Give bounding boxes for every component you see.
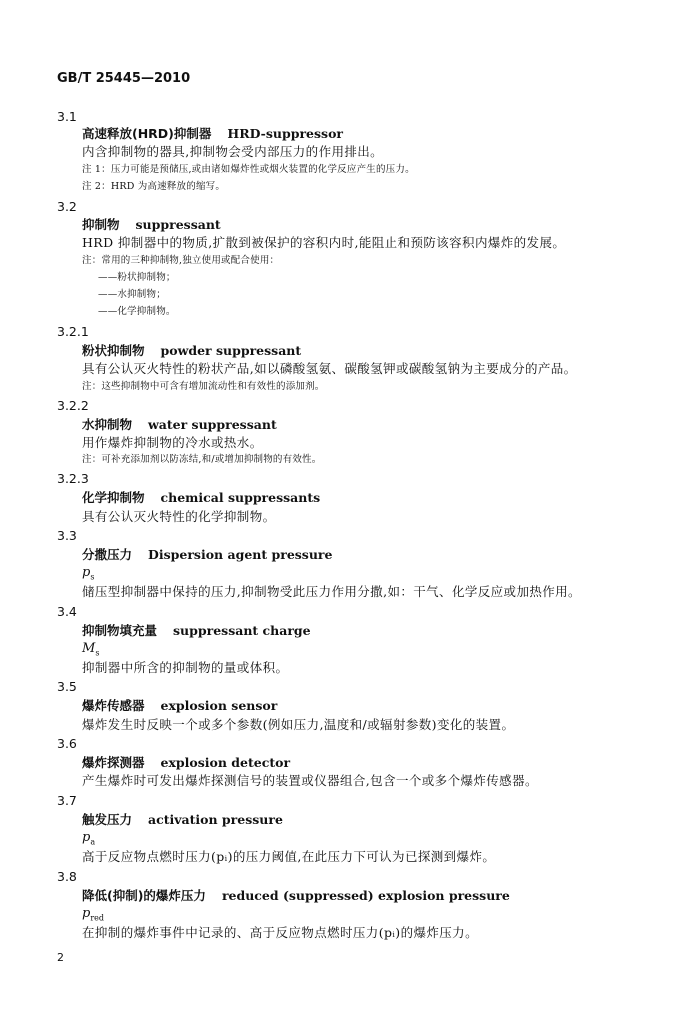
term-heading xyxy=(82,127,343,141)
symbol-subscript: s xyxy=(90,572,95,582)
term-heading xyxy=(82,418,277,432)
clause-number: 3.4 xyxy=(57,604,77,619)
symbol-base: M xyxy=(82,641,96,656)
note-list-item: ——化学抑制物。 xyxy=(98,306,176,317)
term-english: Dispersion agent pressure xyxy=(148,547,333,562)
term-english: chemical suppressants xyxy=(160,490,321,505)
term-symbol xyxy=(82,907,104,923)
standard-code-header: GB/T 25445—2010 xyxy=(57,71,191,86)
term-definition: 爆炸发生时反映一个或多个参数(例如压力,温度和/或辐射参数)变化的装置。 xyxy=(82,717,515,732)
clause-number: 3.6 xyxy=(57,736,77,751)
symbol-base: p xyxy=(82,565,91,580)
term-symbol xyxy=(82,831,95,847)
clause-number: 3.3 xyxy=(57,528,77,543)
term-definition: 抑制器中所含的抑制物的量或体积。 xyxy=(82,660,289,675)
term-english: powder suppressant xyxy=(160,343,302,358)
page-number: 2 xyxy=(57,951,64,964)
term-english: reduced (suppressed) explosion pressure xyxy=(221,888,510,903)
term-symbol xyxy=(82,566,94,582)
term-heading xyxy=(82,889,510,903)
term-heading xyxy=(82,624,311,638)
term-note: 注 1：压力可能是预储压,或由诸如爆炸性或烟火装置的化学反应产生的压力。 xyxy=(82,164,415,175)
term-english: suppressant charge xyxy=(173,623,311,638)
symbol-base: p xyxy=(82,830,91,845)
clause-number: 3.2.3 xyxy=(57,471,89,486)
term-english: explosion sensor xyxy=(160,698,278,713)
note-list-item: ——水抑制物； xyxy=(98,289,166,300)
term-note: 注：可补充添加剂以防冻结,和/或增加抑制物的有效性。 xyxy=(82,454,322,465)
term-heading xyxy=(82,699,277,713)
term-note: 注：常用的三种抑制物,独立使用或配合使用： xyxy=(82,255,280,266)
term-english: HRD-suppressor xyxy=(227,126,343,141)
term-definition: 用作爆炸抑制物的冷水或热水。 xyxy=(82,435,263,450)
term-heading xyxy=(82,813,283,827)
term-heading xyxy=(82,344,301,358)
symbol-subscript: a xyxy=(90,837,96,847)
term-definition: 具有公认灭火特性的粉状产品,如以磷酸氢氨、碳酸氢钾或碳酸氢钠为主要成分的产品。 xyxy=(82,361,577,376)
term-english: water suppressant xyxy=(148,417,277,432)
term-chinese: 爆炸传感器 xyxy=(82,698,145,713)
term-definition: 在抑制的爆炸事件中记录的、高于反应物点燃时压力(pᵢ)的爆炸压力。 xyxy=(82,925,478,940)
clause-number: 3.7 xyxy=(57,793,77,808)
term-chinese: 降低(抑制)的爆炸压力 xyxy=(82,888,206,903)
clause-number: 3.5 xyxy=(57,679,77,694)
term-definition: 高于反应物点燃时压力(pᵢ)的压力阈值,在此压力下可认为已探测到爆炸。 xyxy=(82,849,496,864)
symbol-base: p xyxy=(82,906,91,921)
term-chinese: 化学抑制物 xyxy=(82,490,145,505)
term-english: activation pressure xyxy=(148,812,283,827)
term-chinese: 抑制物填充量 xyxy=(82,623,158,638)
term-symbol xyxy=(82,642,99,658)
term-heading xyxy=(82,218,221,232)
symbol-subscript: s xyxy=(95,648,100,658)
note-list-item: ——粉状抑制物； xyxy=(98,272,176,283)
clause-number: 3.2.1 xyxy=(57,324,89,339)
term-chinese: 抑制物 xyxy=(82,217,120,232)
clause-number: 3.8 xyxy=(57,869,77,884)
term-chinese: 水抑制物 xyxy=(82,417,133,432)
term-chinese: 爆炸探测器 xyxy=(82,755,145,770)
clause-number: 3.2 xyxy=(57,199,77,214)
term-note: 注：这些抑制物中可含有增加流动性和有效性的添加剂。 xyxy=(82,381,325,392)
term-definition: 产生爆炸时可发出爆炸探测信号的装置或仪器组合,包含一个或多个爆炸传感器。 xyxy=(82,773,538,788)
term-chinese: 分撒压力 xyxy=(82,547,133,562)
symbol-subscript: red xyxy=(90,913,105,923)
clause-number: 3.1 xyxy=(57,109,77,124)
term-chinese: 触发压力 xyxy=(82,812,133,827)
term-definition: 内含抑制物的器具,抑制物会受内部压力的作用排出。 xyxy=(82,144,384,159)
term-heading xyxy=(82,548,332,562)
term-heading xyxy=(82,491,320,505)
term-definition: HRD 抑制器中的物质,扩散到被保护的容积内时,能阻止和预防该容积内爆炸的发展。 xyxy=(82,235,566,250)
term-english: suppressant xyxy=(135,217,221,232)
term-definition: 储压型抑制器中保持的压力,抑制物受此压力作用分撒,如：干气、化学反应或加热作用。 xyxy=(82,584,581,599)
term-english: explosion detector xyxy=(160,755,291,770)
term-heading xyxy=(82,756,290,770)
clause-number: 3.2.2 xyxy=(57,398,89,413)
term-chinese: 高速释放(HRD)抑制器 xyxy=(82,126,212,141)
term-chinese: 粉状抑制物 xyxy=(82,343,145,358)
term-note: 注 2：HRD 为高速释放的缩写。 xyxy=(82,181,226,192)
term-definition: 具有公认灭火特性的化学抑制物。 xyxy=(82,509,276,524)
